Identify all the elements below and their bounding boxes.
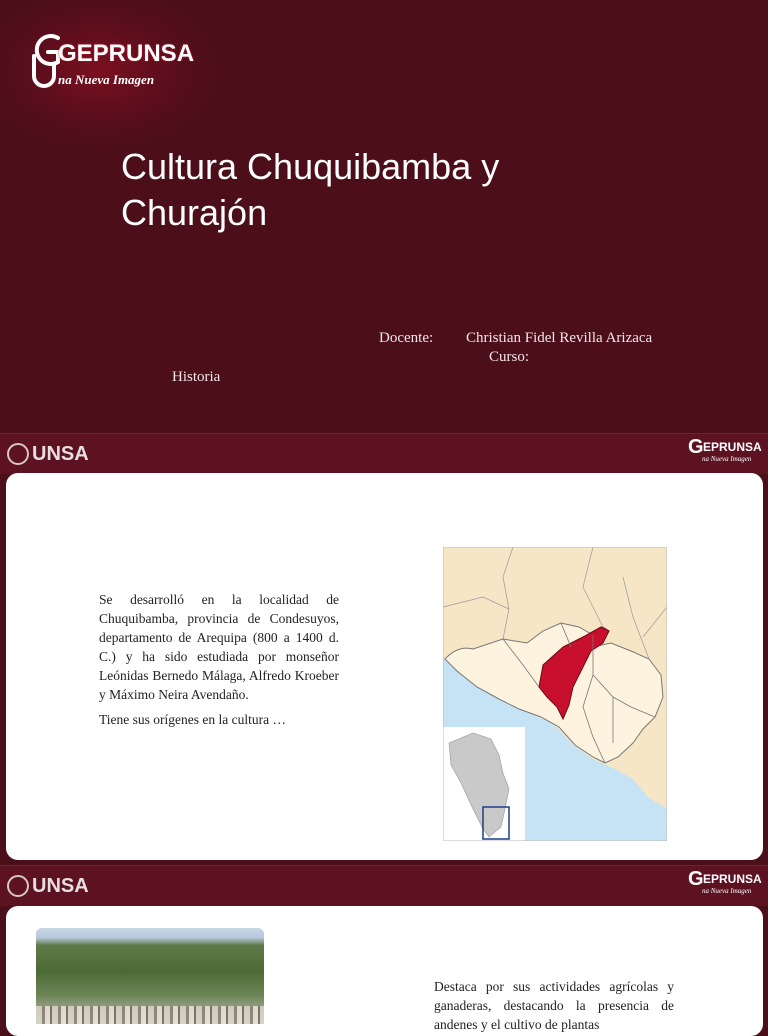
unsa-seal-icon [7, 443, 29, 465]
unsa-seal-icon-2 [7, 875, 29, 897]
slide2-header [0, 433, 768, 474]
slide3-paragraph-1: Destaca por sus actividades agrícolas y ganaderas, destacando la presencia de andenes y el cultivo de plantas [434, 979, 674, 1032]
docente-label: Docente: [379, 330, 434, 346]
geprunsa-g-icon: G [688, 436, 704, 458]
curso-value: Historia [172, 369, 221, 385]
logo-name: GEPRUNSA [58, 40, 195, 67]
geprunsa-small-tag-2: na Nueva Imagen [702, 887, 752, 895]
unsa-logo-2 [7, 871, 89, 901]
title-slide [0, 0, 768, 433]
chuquibamba-photo [36, 928, 264, 1024]
unsa-label: UNSA [32, 442, 89, 465]
docente-name: Christian Fidel Revilla Arizaca [466, 330, 653, 346]
geprunsa-small-tag: na Nueva Imagen [702, 455, 752, 463]
geprunsa-small-logo [688, 438, 762, 468]
logo-tagline: na Nueva Imagen [58, 72, 155, 87]
curso-label: Curso: [489, 349, 530, 365]
geprunsa-small-name: EPRUNSA [703, 440, 762, 454]
geprunsa-logo [28, 32, 195, 94]
geprunsa-g-icon-2: G [688, 868, 704, 890]
unsa-logo [7, 439, 89, 469]
slide2-paragraph-2: Tiene sus orígenes en la cultura … [99, 712, 286, 727]
slide-title: Cultura Chuquibamba y Churajón [121, 146, 500, 233]
unsa-label-2: UNSA [32, 874, 89, 897]
slide3-header [0, 865, 768, 906]
town-roofs [36, 1006, 264, 1024]
slide2-paragraph-1: Se desarrolló en la localidad de Chuquibamba, provincia de Condesuyos, departamento de Arequipa (800 a 1400 d. C.) y ha sido estudiada por monseñor Leónidas Bernedo Málaga, Alfredo Kroeber y Máximo Neira Avendaño. [99, 592, 339, 702]
geprunsa-small-logo-2 [688, 870, 762, 900]
geprunsa-small-name-2: EPRUNSA [703, 872, 762, 886]
arequipa-map [443, 547, 667, 841]
